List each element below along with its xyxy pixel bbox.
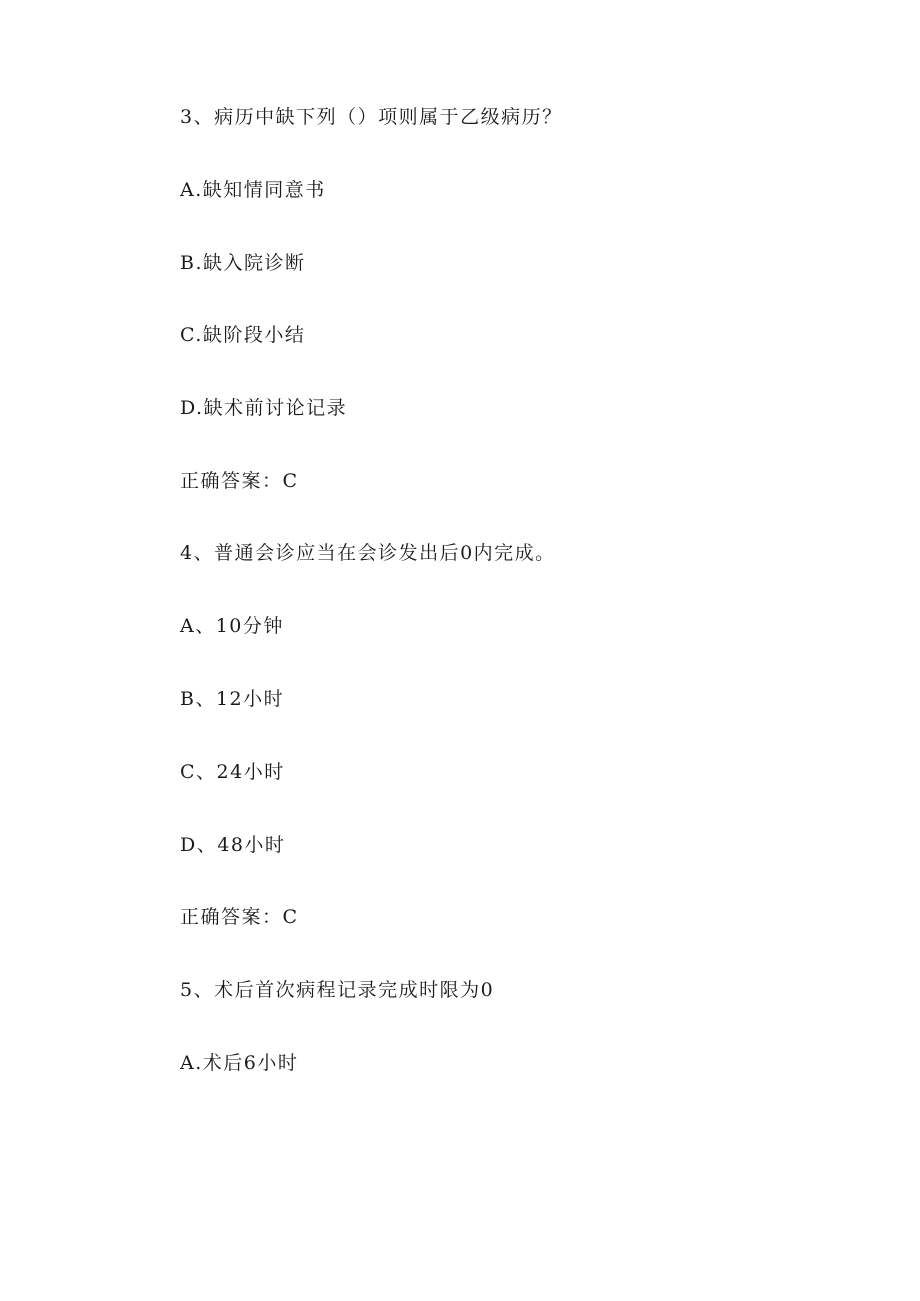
question-4-option-a: A、10分钟 <box>180 615 284 637</box>
question-4-text: 4、普通会诊应当在会诊发出后0内完成。 <box>180 542 556 564</box>
question-3-text: 3、病历中缺下列（）项则属于乙级病历？ <box>180 106 563 128</box>
question-4-option-c: C、24小时 <box>180 761 285 783</box>
question-3-option-d: D.缺术前讨论记录 <box>180 397 348 419</box>
question-3-option-b: B.缺入院诊断 <box>180 252 306 274</box>
question-3-option-a: A.缺知情同意书 <box>180 179 326 201</box>
question-3-option-c: C.缺阶段小结 <box>180 324 306 346</box>
question-4-answer: 正确答案：C <box>180 906 299 928</box>
question-4-option-b: B、12小时 <box>180 688 285 710</box>
question-4-option-d: D、48小时 <box>180 834 286 856</box>
question-3-answer: 正确答案：C <box>180 470 299 492</box>
question-5-option-a: A.术后6小时 <box>180 1052 299 1074</box>
question-5-text: 5、术后首次病程记录完成时限为0 <box>180 979 495 1001</box>
